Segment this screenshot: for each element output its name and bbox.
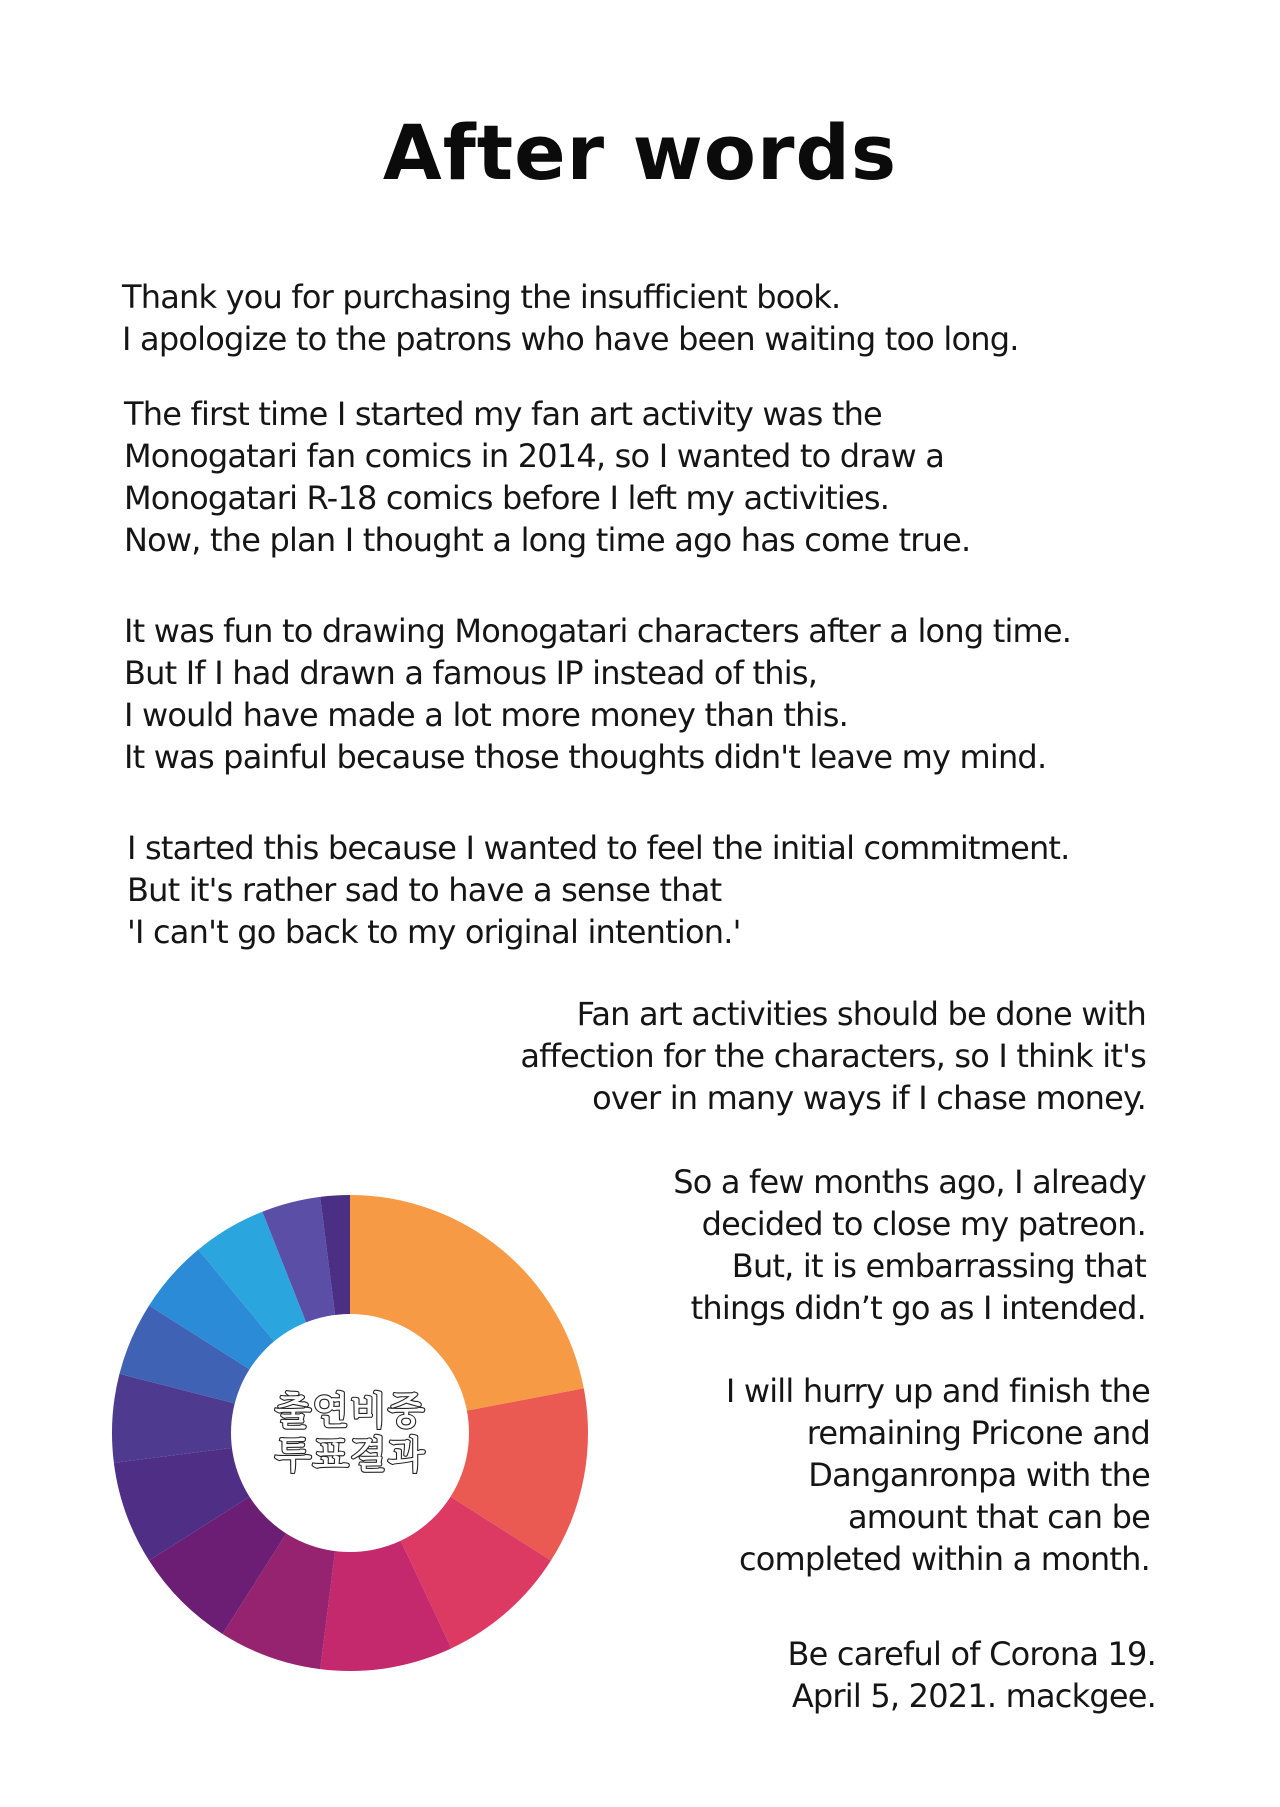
paragraph-thanks (122, 276, 1019, 360)
text-line: amount that can be (847, 1498, 1150, 1536)
text-line: April 5, 2021. mackgee. (791, 1677, 1156, 1715)
text-line: things didn’t go as I intended. (690, 1289, 1146, 1327)
text-line: But If I had drawn a famous IP instead of this, (124, 654, 818, 692)
text-line: It was painful because those thoughts didn't leave my mind. (124, 738, 1047, 776)
text-line: But it's rather sad to have a sense that (127, 871, 722, 909)
paragraph-commitment (127, 827, 1070, 953)
paragraph-patreon (673, 1161, 1146, 1329)
text-line: Now, the plan I thought a long time ago has come true. (124, 521, 971, 559)
text-line: The first time I started my fan art activity was the (124, 395, 882, 433)
text-line: So a few months ago, I already (673, 1163, 1146, 1201)
text-line: remaining Pricone and (806, 1414, 1150, 1452)
text-line: 'I can't go back to my original intention.' (127, 913, 741, 951)
text-line: Be careful of Corona 19. (787, 1635, 1156, 1673)
center-label-line: 투표결과 (274, 1433, 426, 1477)
text-line: I started this because I wanted to feel the initial commitment. (127, 829, 1070, 867)
text-line: Monogatari fan comics in 2014, so I wanted to draw a (124, 437, 945, 475)
text-line: completed within a month. (738, 1540, 1150, 1578)
text-line: over in many ways if I chase money. (592, 1079, 1146, 1117)
text-line: I apologize to the patrons who have been waiting too long. (122, 320, 1019, 358)
paragraph-hurry (726, 1370, 1150, 1580)
text-line: It was fun to drawing Monogatari characters after a long time. (124, 612, 1072, 650)
text-line: I would have made a lot more money than this. (124, 696, 848, 734)
text-line: I will hurry up and finish the (725, 1372, 1150, 1410)
text-line: But, it is embarrassing that (731, 1247, 1146, 1285)
paragraph-fun (124, 610, 1071, 778)
text-line: Thank you for purchasing the insufficient book. (122, 278, 841, 316)
text-line: affection for the characters, so I think it's (520, 1037, 1146, 1075)
paragraph-affection (520, 993, 1146, 1119)
text-line: Danganronpa with the (808, 1456, 1150, 1494)
donut-hole (231, 1314, 469, 1552)
donut-svg (108, 1191, 592, 1675)
center-label-line: 출연비중 (274, 1389, 426, 1433)
text-line: decided to close my patreon. (701, 1205, 1146, 1243)
vote-result-donut-chart (108, 1191, 592, 1675)
paragraph-signoff (788, 1633, 1157, 1717)
text-line: Fan art activities should be done with (576, 995, 1146, 1033)
text-line: Monogatari R-18 comics before I left my activities. (124, 479, 890, 517)
page-title: After words (382, 108, 898, 197)
paragraph-first-time (124, 393, 970, 561)
